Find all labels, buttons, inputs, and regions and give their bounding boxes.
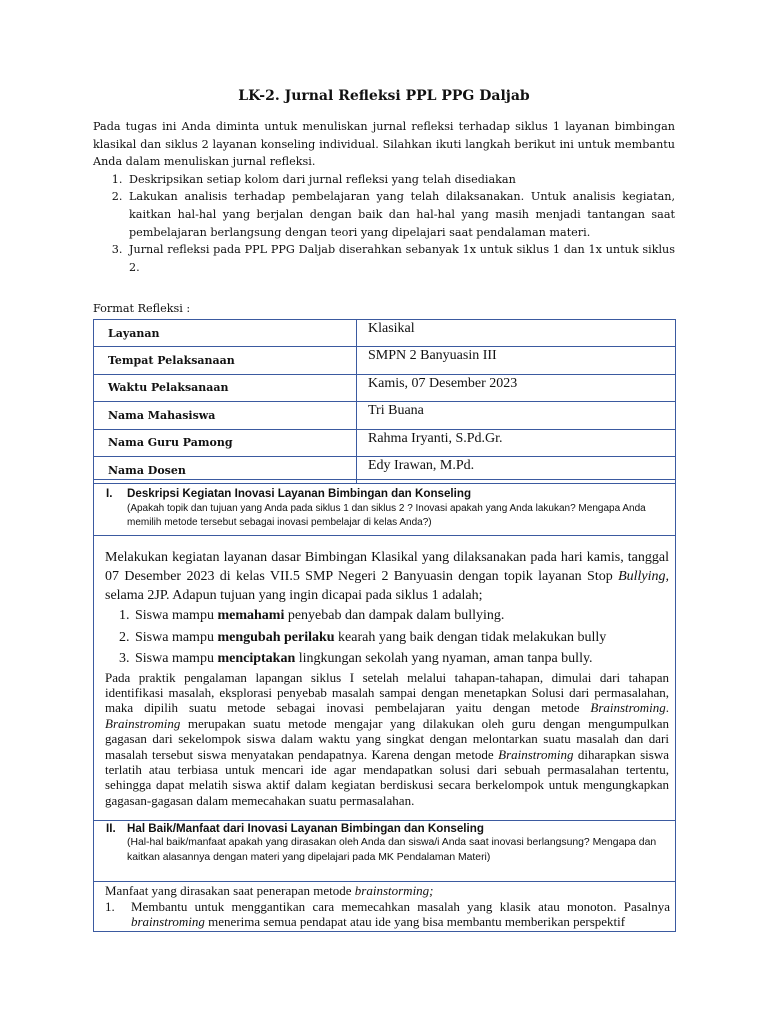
text-run: diharapkan siswa terlatih atau terbiasa untuk mencari ide agar mendapatkan solusi dari sebuah permasalahan tertentu, sehingga dapat melatih siswa aktif dalam kegiatan berdiskusi secara berkelompok untuk mengungkapkan gagasan-gagasan dalam memecahakan suatu permasalahan. — [105, 746, 669, 808]
format-label: Format Refleksi : — [93, 302, 191, 315]
item-number: 1. — [105, 898, 115, 914]
text-run: kearah yang baik dengan tidak melakukan bully — [334, 629, 607, 645]
item-text — [131, 899, 670, 930]
text-run-bold: menciptakan — [217, 651, 296, 666]
intro-section — [93, 118, 675, 276]
table-row — [94, 347, 676, 374]
row-label: Nama Guru Pamong — [94, 429, 357, 456]
section-1-title — [106, 487, 471, 500]
row-label: Nama Dosen — [94, 456, 357, 483]
text-run: Melakukan kegiatan layanan dasar Bimbingan Klasikal yang dilaksanakan pada hari kamis, tanggal 07 Desember 2023 di kelas VII.5 SMP Negeri 2 Banyuasin dengan topik layanan Stop — [105, 550, 669, 584]
row-label: Tempat Pelaksanaan — [94, 347, 357, 374]
section-number: II. — [106, 822, 116, 835]
text-run-italic: Brainstroming — [105, 715, 181, 731]
section-title-text: Deskripsi Kegiatan Inovasi Layanan Bimbingan dan Konseling — [127, 487, 472, 500]
text-run: . — [665, 700, 669, 716]
instruction-item: 2. Lakukan analisis terhadap pembelajaran yang telah dilaksanakan. Untuk analisis kegiatan, kaitkan hal-hal yang berjalan dengan baik dan hal-hal yang masih menjadi tantangan saat pembelajaran berlangsung dengan teori yang dipelajari saat pendalaman materi. — [126, 188, 675, 241]
table-row — [94, 402, 676, 429]
text-run: Pada praktik pengalaman lapangan siklus I setelah melalui tahapan-tahapan, dimulai dari tahapan identifikasi masalah, eksplorasi penyebab masalah sampai dengan menetapkan Solusi dari permasalahan, maka dipilih suatu metode sebagai inovasi pembelajaran yaitu dengan metode — [105, 669, 669, 716]
section-2-subtitle: (Hal-hal baik/manfaat apakah yang dirasakan oleh Anda dan siswa/i Anda saat inovasi berlangsung? Mengapa dan kaitkan alasannya dengan materi yang dipelajari pada MK Pendalaman Materi) — [127, 837, 657, 863]
row-value: Edy Irawan, M.Pd. — [357, 456, 676, 483]
section-1-body — [105, 548, 669, 808]
row-value: Tri Buana — [357, 402, 676, 429]
benefit-item — [105, 899, 670, 930]
text-run: Membantu untuk menggantikan cara memecahkan masalah yang klasik atau monoton. Pasalnya — [131, 898, 670, 914]
section-1-box — [93, 479, 676, 821]
section-2-title — [106, 822, 484, 835]
section-2-header — [94, 819, 675, 882]
instruction-item: 1. Deskripsikan setiap kolom dari jurnal refleksi yang telah disediakan — [126, 171, 675, 189]
row-value: SMPN 2 Banyuasin III — [357, 347, 676, 374]
row-value: Rahma Iryanti, S.Pd.Gr. — [357, 429, 676, 456]
text-run: Manfaat yang dirasakan saat penerapan metode — [105, 883, 355, 898]
row-label: Waktu Pelaksanaan — [94, 374, 357, 401]
text-run-italic: brainstroming — [131, 914, 205, 930]
text-run: Siswa mampu — [135, 608, 218, 623]
text-run-bold: mengubah perilaku — [217, 629, 335, 645]
text-run-italic: Brainstroming — [590, 700, 666, 716]
section-2-body — [105, 883, 670, 930]
text-run: lingkungan sekolah yang nyaman, aman tanpa bully. — [295, 651, 593, 666]
section-title-text: Hal Baik/Manfaat dari Inovasi Layanan Bimbingan dan Konseling — [127, 822, 484, 835]
row-value: Kamis, 07 Desember 2023 — [357, 374, 676, 401]
section-1-paragraph — [105, 670, 669, 809]
section-2-lead — [105, 883, 670, 899]
intro-paragraph: Pada tugas ini Anda diminta untuk menuliskan jurnal refleksi terhadap siklus 1 layanan bimbingan klasikal dan siklus 2 layanan konseling individual. Silahkan ikuti langkah berikut ini untuk membantu Anda dalam menuliskan jurnal refleksi. — [93, 120, 675, 169]
row-label: Nama Mahasiswa — [94, 402, 357, 429]
text-run-italic: Bullying, — [618, 569, 669, 584]
text-run-bold: memahami — [217, 608, 285, 623]
section-2-box — [93, 819, 676, 932]
text-run-italic: Brainstroming — [498, 746, 574, 762]
document-title: LK-2. Jurnal Refleksi PPL PPG Daljab — [238, 88, 530, 104]
section-number: I. — [106, 487, 113, 500]
row-label: Layanan — [94, 320, 357, 347]
table-row — [94, 374, 676, 401]
section-1-subtitle: (Apakah topik dan tujuan yang Anda pada siklus 1 dan siklus 2 ? Inovasi apakah yang Anda lakukan? Mengapa Anda memilih metode tersebut sebagai inovasi pembelajar di kelas Anda?) — [127, 503, 646, 528]
text-run-italic: brainstorming; — [354, 883, 434, 898]
goal-item — [133, 648, 669, 670]
goal-item — [133, 605, 669, 627]
section-1-intro — [105, 548, 669, 605]
text-run: Siswa mampu — [135, 629, 218, 645]
goals-list — [105, 605, 669, 670]
table-row — [94, 320, 676, 347]
instruction-list — [93, 171, 675, 277]
text-run: penyebab dan dampak dalam bullying. — [284, 608, 505, 623]
text-run: Siswa mampu — [135, 651, 218, 666]
instruction-item: 3. Jurnal refleksi pada PPL PPG Daljab diserahkan sebanyak 1x untuk siklus 1 dan 1x untuk siklus 2. — [126, 241, 675, 276]
text-run: merupakan suatu metode mengajar yang dilakukan oleh guru dengan mengumpulkan gagasan dari sekelompok siswa dalam waktu yang singkat dengan melontarkan suatu masalah dan dari masalah tersebut siswa menyatakan pendapatnya. Karena dengan metode — [105, 715, 669, 762]
table-row — [94, 429, 676, 456]
row-value: Klasikal — [357, 320, 676, 347]
section-1-header — [94, 480, 675, 536]
info-table — [93, 319, 676, 484]
text-run: selama 2JP. Adapun tujuan yang ingin dicapai pada siklus 1 adalah; — [105, 588, 483, 603]
text-run: menerima semua pendapat atau ide yang bisa membantu memberikan perspektif — [204, 914, 626, 930]
goal-item — [133, 627, 669, 649]
